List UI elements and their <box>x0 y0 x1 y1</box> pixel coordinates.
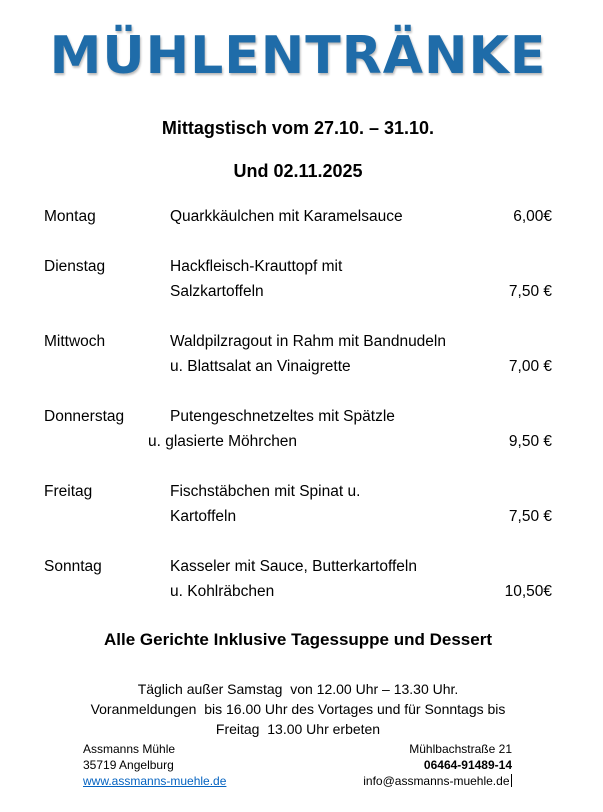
dish-price: 7,00 € <box>508 358 552 375</box>
footer-email: info@assmanns-muehle.de <box>363 774 510 788</box>
dish-text: Putengeschnetzeltes mit Spätzle <box>170 408 395 425</box>
dish-line <box>170 204 552 229</box>
day-label: Montag <box>44 208 96 225</box>
weekly-menu-list <box>44 204 552 604</box>
dish-price: 6,00€ <box>513 208 552 225</box>
dish-line <box>170 479 552 504</box>
dish-line <box>170 579 552 604</box>
dish-line <box>170 354 552 379</box>
footer <box>44 741 552 789</box>
footer-left-block <box>83 741 226 789</box>
dish-text: u. glasierte Möhrchen <box>148 433 298 450</box>
dish-text: Hackfleisch-Krauttopf mit <box>170 258 343 275</box>
menu-item-freitag <box>44 479 552 529</box>
menu-item-dienstag <box>44 254 552 304</box>
day-label: Sonntag <box>44 558 102 575</box>
footer-website-link[interactable]: www.assmanns-muehle.de <box>83 774 227 788</box>
hours-note-line-3: Freitag 13.00 Uhr erbeten <box>215 721 381 737</box>
day-label: Mittwoch <box>44 333 106 350</box>
heading-date-range: Mittagstisch vom 27.10. – 31.10. <box>161 118 435 138</box>
dish-text: u. Blattsalat an Vinaigrette <box>170 358 351 375</box>
menu-item-mittwoch <box>44 329 552 379</box>
menu-item-montag <box>44 204 552 229</box>
day-label: Dienstag <box>44 258 106 275</box>
dish-price: 9,50 € <box>508 433 552 450</box>
day-label: Freitag <box>44 483 93 500</box>
dish-line <box>170 279 552 304</box>
dish-text: Quarkkäulchen mit Karamelsauce <box>170 208 403 225</box>
menu-item-sonntag <box>44 554 552 604</box>
dish-price: 7,50 € <box>508 508 552 525</box>
footer-phone: 06464-91489-14 <box>423 758 512 772</box>
dish-text: Salzkartoffeln <box>170 283 264 300</box>
dish-text: Kasseler mit Sauce, Butterkartoffeln <box>170 558 417 575</box>
footer-street: Mühlbachstraße 21 <box>409 742 512 756</box>
footer-business-name: Assmanns Mühle <box>83 742 176 756</box>
heading-extra-date: Und 02.11.2025 <box>233 161 363 181</box>
inclusive-note: Alle Gerichte Inklusive Tagessuppe und Dessert <box>104 630 492 649</box>
dish-line <box>170 329 552 354</box>
hours-note-line-2: Voranmeldungen bis 16.00 Uhr des Vortages und für Sonntags bis <box>90 701 506 717</box>
dish-text: u. Kohlräbchen <box>170 583 275 600</box>
dish-line <box>170 504 552 529</box>
text-cursor <box>511 774 513 787</box>
day-label: Donnerstag <box>44 408 125 425</box>
dish-text: Waldpilzragout in Rahm mit Bandnudeln <box>170 333 446 350</box>
hours-note <box>44 679 552 739</box>
dish-text: Kartoffeln <box>170 508 237 525</box>
dish-price: 10,50€ <box>504 583 552 600</box>
dish-price: 7,50 € <box>508 283 552 300</box>
dish-line <box>148 429 552 454</box>
page-title: MÜHLENTRÄNKE <box>49 26 547 86</box>
dish-text: Fischstäbchen mit Spinat u. <box>170 483 361 500</box>
dish-line <box>170 554 552 579</box>
menu-item-donnerstag <box>44 404 552 454</box>
dish-line <box>170 254 552 279</box>
footer-city: 35719 Angelburg <box>83 758 174 772</box>
dish-line <box>170 404 552 429</box>
footer-right-block <box>363 741 512 789</box>
hours-note-line-1: Täglich außer Samstag von 12.00 Uhr – 13.30 Uhr. <box>137 681 459 697</box>
